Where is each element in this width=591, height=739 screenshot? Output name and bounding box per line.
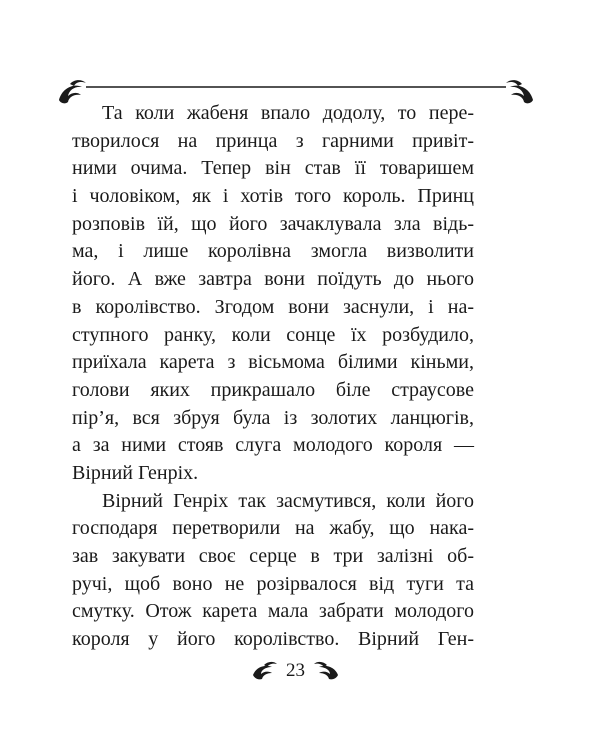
text-line: Вірний Генріх так засмутився, коли його: [102, 489, 474, 512]
text-line: ма, і лише королівна змогла визволити: [72, 240, 474, 263]
paragraph-1: [72, 100, 474, 488]
text-line: в королівство. Згодом вони заснули, і на-: [72, 295, 474, 318]
text-line: ними очима. Тепер він став її товаришем: [72, 157, 474, 180]
page-footer: [0, 656, 591, 686]
text-line: смутку. Отож карета мала забрати молодого: [72, 600, 474, 623]
text-line: його. А вже завтра вони поїдуть до нього: [72, 268, 474, 291]
text-line: і чоловіком, як і хотів того король. Принц: [72, 185, 474, 208]
story-text: [72, 100, 474, 654]
text-line: ручі, щоб воно не розірвалося від туги та: [72, 572, 474, 595]
text-line: зав закувати своє серце в три залізні об-: [72, 545, 474, 567]
text-line: господаря перетворили на жабу, що нака-: [72, 517, 474, 540]
paragraph-2: [72, 488, 474, 654]
page-number: 23: [286, 660, 305, 681]
text-line: приїхала карета з вісьмома білими кіньми,: [72, 351, 474, 374]
text-line: творилося на принца з гарними привіт-: [72, 129, 474, 152]
right-swirl-icon: [506, 80, 533, 103]
text-line: а за ними стояв слуга молодого короля —: [72, 434, 474, 457]
text-line: пір’я, вся збруя була із золотих ланцюгів,: [72, 406, 474, 429]
text-line: Вірний Генріх.: [72, 461, 199, 484]
text-line: голови яких прикрашало біле страусове: [72, 378, 474, 401]
text-line: розповів їй, що його зачаклувала зла відь-: [72, 212, 474, 235]
left-footer-swirl-icon: [252, 661, 278, 681]
right-footer-swirl-icon: [313, 661, 339, 681]
text-line: короля у його королівство. Вірний Ген-: [72, 628, 474, 651]
text-line: Та коли жабеня впало додолу, то пере-: [102, 102, 474, 124]
text-line: ступного ранку, коли сонце їх розбудило,: [72, 323, 474, 346]
